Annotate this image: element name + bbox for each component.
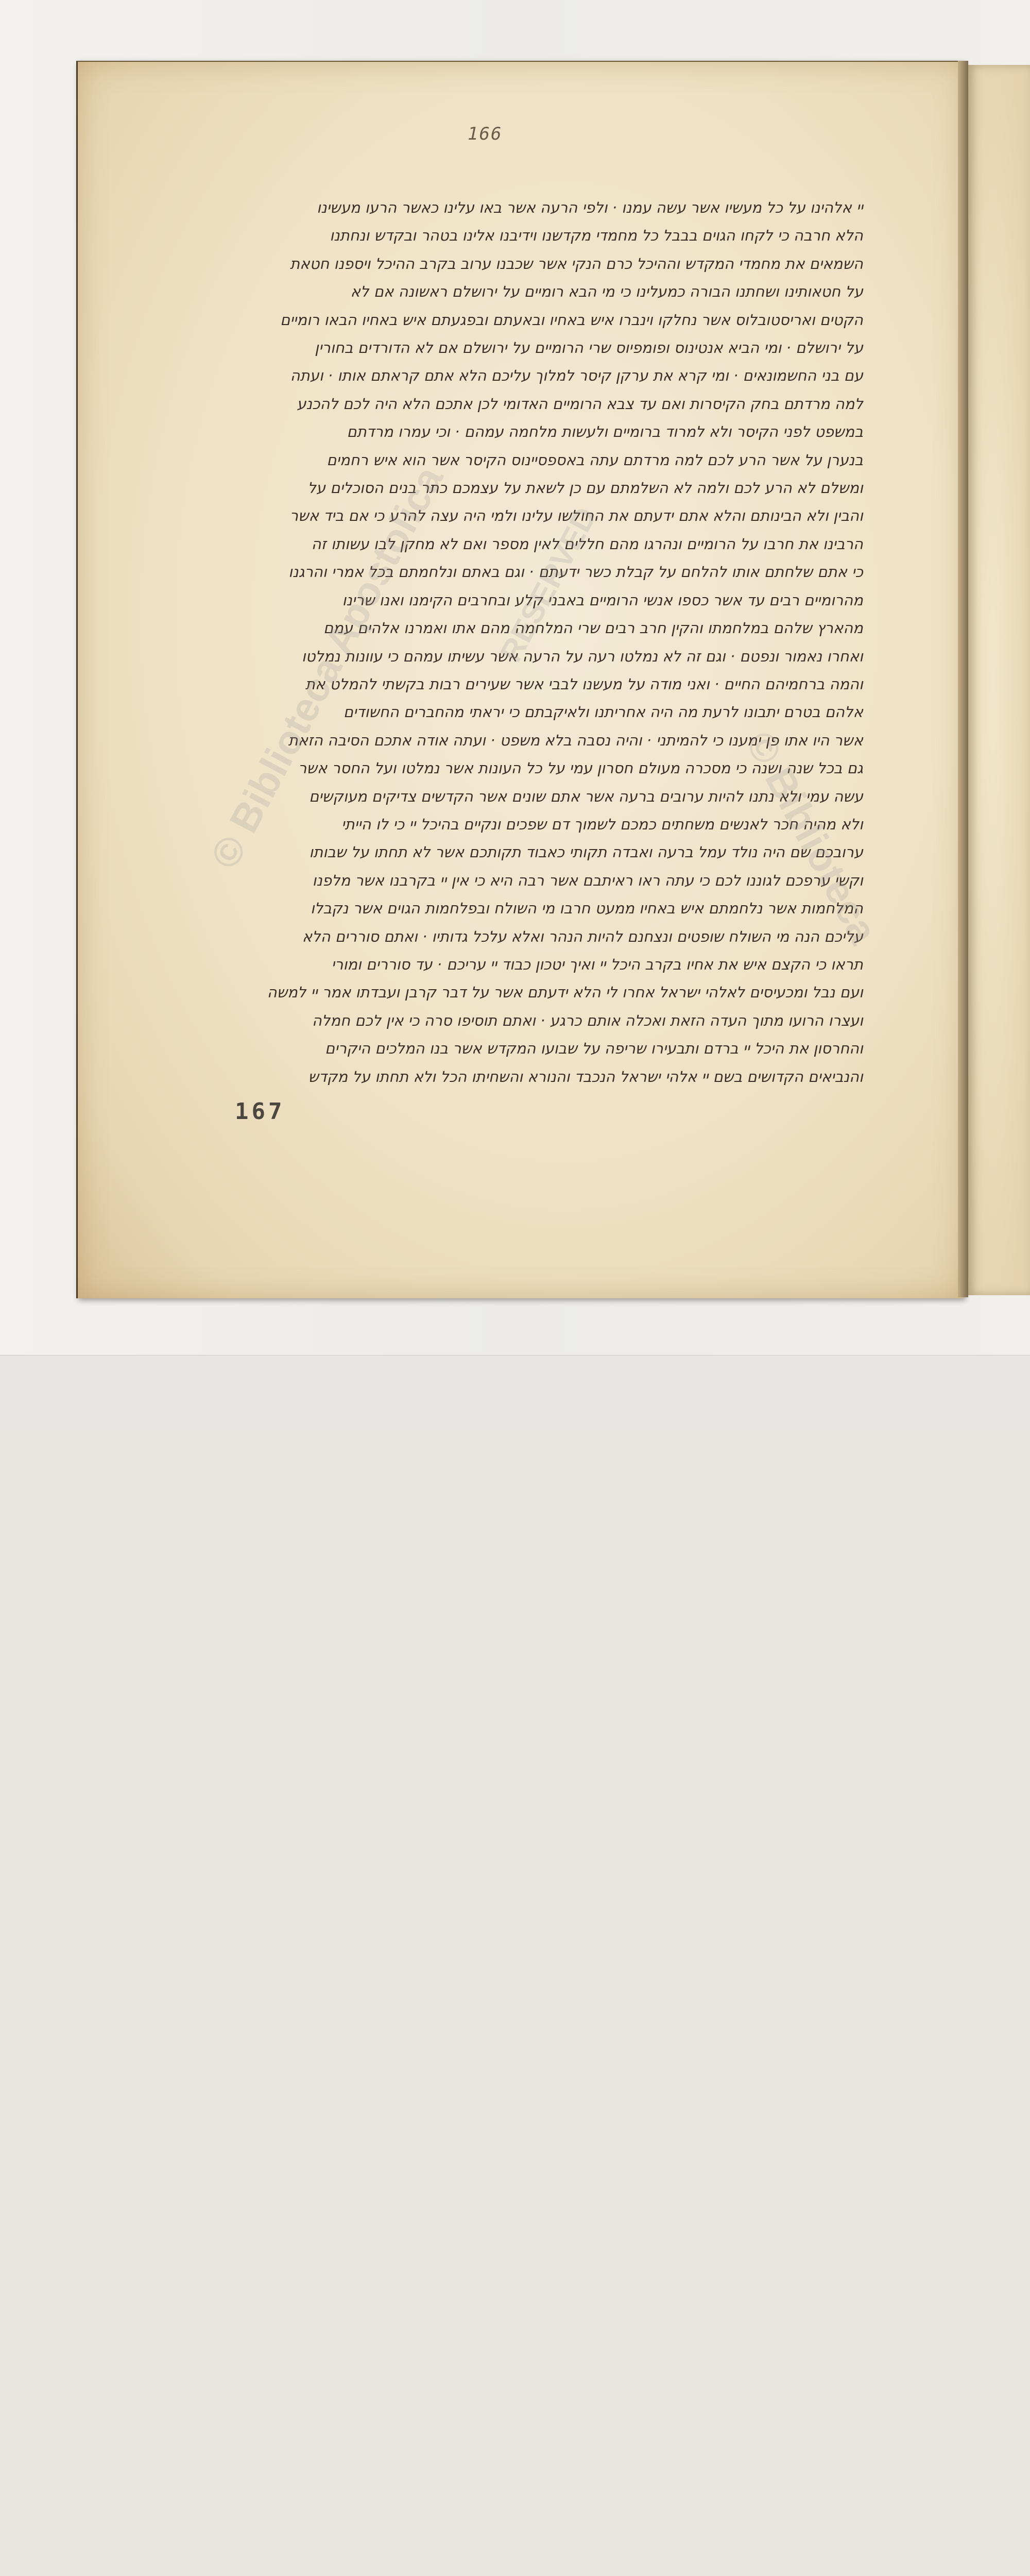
manuscript-line: עם בני החשמונאים · ומי קרא את ערקן קיסר למלוך עליכם הלא אתם קראתם אותו · ועתה <box>290 367 863 385</box>
manuscript-line: והבין ולא הבינותם והלא אתם ידעתם את החולשו עלינו ולמי היה עצה להרע כי אם ביד אשר <box>289 507 863 525</box>
manuscript-line: והנביאים הקדושים בשם יי אלהי ישראל הנכבד והנורא והשחיתו הכל ולא תחתו על מקדש <box>308 1067 863 1086</box>
watermark-center: RESERVED <box>493 501 604 668</box>
manuscript-line: הלא חרבה כי לקחו הגוים בבבל כל מחמדי מקדשנו וידיבנו אלינו בטהר ובקדש ונחתנו <box>330 227 863 245</box>
page-gutter <box>958 61 968 1297</box>
manuscript-line: ערובכם שם היה נולד עמל ברעה ואבדה תקותי כאבוד תקותכם אשר לא תחתו על שבותו <box>309 843 863 861</box>
folio-number: 166 <box>468 124 503 144</box>
facing-page-edge <box>968 65 1030 1295</box>
manuscript-line: והמה ברחמיהם החיים · ואני מודה על מעשנו לבבי אשר שעירים רבות בקשתי להמלט את <box>305 675 863 693</box>
manuscript-line: בנערן על אשר הרע לכם למה מרדתם עתה באספסיינוס הקיסר אשר הוא איש רחמים <box>327 451 863 469</box>
manuscript-line: וקשי ערפכם לגוננו לכם כי עתה ראו ראיתבם אשר רבה היא כי אין יי בקרבנו אשר מלפנו <box>312 871 863 889</box>
manuscript-line: על ירושלם · ומי הביא אנטינוס ופומפיוס שרי הרומיים על ירושלם אם לא הדורדים בחורין <box>315 339 863 357</box>
manuscript-line: על חטאותינו ושחתנו הבורה כמעלינו כי מי הבא רומיים על ירושלם ראשונה אם לא <box>350 283 863 301</box>
manuscript-line: הרבינו את חרבו על הרומיים ונהרגו מהם חללים לאין מספר ואם לא מחקן לבו עשותו זה <box>311 535 863 553</box>
manuscript-line: עשה עמי ולא נתנו להיות ערובים ברעה אשר אתם שונים אשר הקדשים צדיקים מעוקשים <box>309 787 863 805</box>
manuscript-line: ועצרו הרועו מתוך העדה הזאת ואכלה אותם כרגע · ואתם תוסיפו סרה כי אין לכם חמלה <box>312 1011 863 1029</box>
manuscript-line: מהארץ שלהם במלחמתו והקין חרב רבים שרי המלחמה מהם אתו ואמרנו אלהים עמם <box>323 619 863 637</box>
watermark-right: © Biblioteca <box>737 724 887 951</box>
manuscript-line: יי אלהינו על כל מעשיו אשר עשה עמנו · ולפי הרעה אשר באו עלינו כאשר הרעו מעשינו <box>317 199 863 216</box>
stamped-page-number: 167 <box>235 1098 285 1125</box>
manuscript-line: והחרסון את היכל יי ברדם ותבעירו שריפה על שבועו המקדש אשר בנו המלכים היקרים <box>325 1040 863 1058</box>
manuscript-line: אלהם בטרם יתבונו לרעת מה היה אחריתנו ולאיקבתם כי יראתי מהחברים החשודים <box>343 703 863 721</box>
manuscript-line: אשר היו אתו פן ימענו כי להמיתני · והיה נסבה בלא משפט · ועתה אודה אתכם הסיבה הזאת <box>288 731 863 749</box>
manuscript-line: למה מרדתם בחק הקיסרות ואם עד צבא הרומיים האדומי לכן אתכם הלא היה לכם להכנע <box>297 395 863 413</box>
manuscript-text <box>220 194 863 1086</box>
manuscript-line: ולא מהיה חכר לאנשים משחתים כמכם לשמוך דם שפכים ונקיים בהיכל יי כי לו הייתי <box>341 815 863 833</box>
manuscript-line: הקטים ואריסטובלוס אשר נחלקו וינברו איש באחיו ובאעתם ובפגעתם איש באחיו הבאו רומיים <box>280 311 863 329</box>
manuscript-line: המלחמות אשר נלחמתם איש באחיו ממעט חרבו מי השולח ובפלחמות הגוים אשר נקבלו <box>311 900 863 918</box>
manuscript-line: תראו כי הקצם איש את אחיו בקרב היכל יי ואיך יטכון כבוד יי עריכם · עד סוררים ומורי <box>331 955 863 973</box>
watermark-left: © Biblioteca Apostolica <box>201 459 452 876</box>
manuscript-line: עליכם הנה מי השולח שופטים ונצחנם להיות הנהר ואלא עלכל גדותיו · ואתם סוררים הלא <box>302 927 863 945</box>
manuscript-line: ואחרו נאמור ונפטם · וגם זה לא נמלטו רעה על הרעה אשר עשיתו עמהם כי עוונות נמלטו <box>301 647 863 665</box>
manuscript-line: ומשלם לא הרע לכם ולמה לא השלמתם עם כן לשאת על עצמכם כתר בנים הסוכלים על <box>307 479 863 497</box>
manuscript-line: במשפט לפני הקיסר ולא למרוד ברומיים ולעשות מלחמה עמהם · וכי עמרו מרדתם <box>347 423 863 441</box>
manuscript-line: מהרומיים רבים עד אשר כספו אנשי הרומיים באבני קלע ובחרבים הקימנו ואנו שרינו <box>342 591 863 609</box>
manuscript-line: השמאים את מחמדי המקדש וההיכל כרם הנקי אשר שכבנו ערוב בקרב ההיכל ויספנו חטאת <box>290 255 863 273</box>
manuscript-line: כי אתם שלחתם אותו להלחם על קבלת כשר ידעתם · וגם באתם ונלחמתם בכל אמרי והרגנו <box>288 563 863 581</box>
manuscript-line: ועם נבל ומכעיסים לאלהי ישראל אחרו לי הלא ידעתם אשר על דבר קרבן ועבדתו אמר יי למשה <box>267 984 863 1002</box>
footer-bar <box>0 1355 1030 1427</box>
manuscript-line: גם בכל שנה ושנה כי מסכרה מעולם חסרון עמי על כל העונות אשר נמלטו ועל החסר אשר <box>298 759 863 777</box>
